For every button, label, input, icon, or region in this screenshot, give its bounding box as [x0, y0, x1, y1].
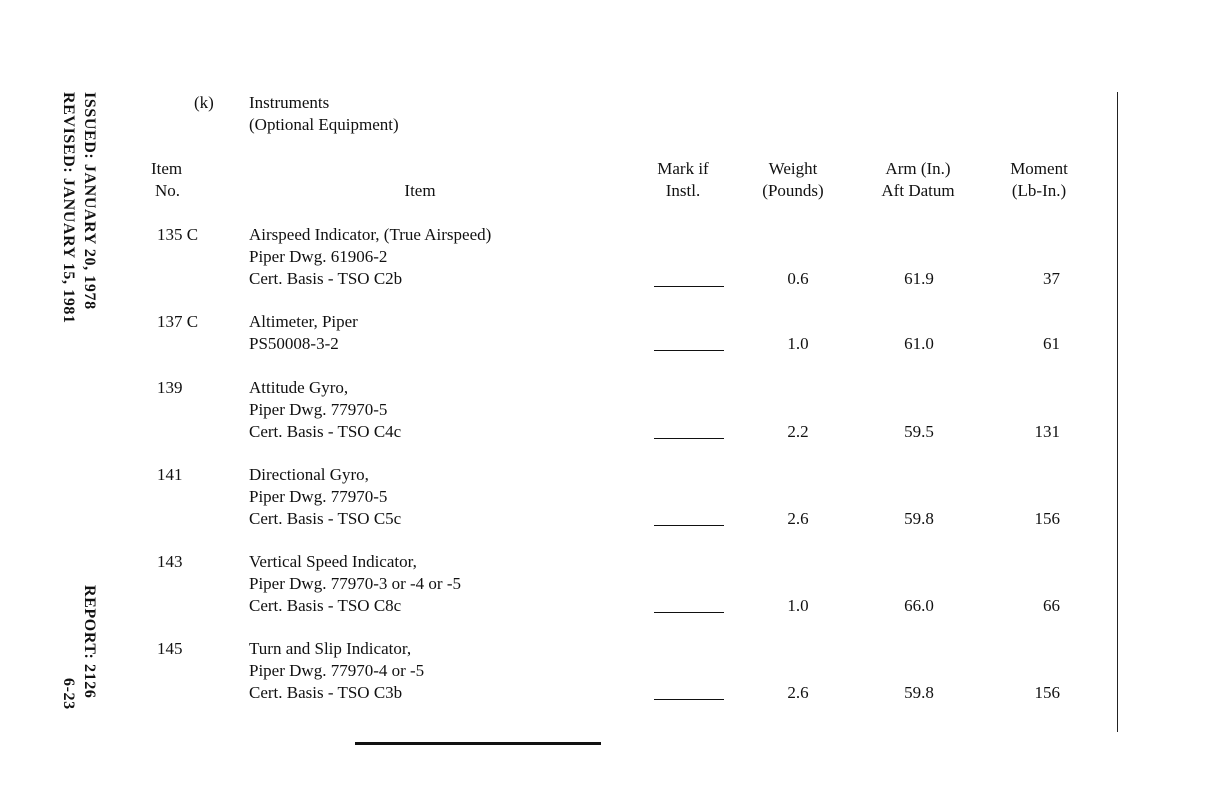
item-description-line: PS50008-3-2 [249, 334, 339, 353]
header-weight-line1: Weight [768, 159, 818, 178]
item-number: 145 [157, 639, 183, 658]
arm-value: 61.9 [904, 269, 934, 288]
item-description-line: Cert. Basis - TSO C4c [249, 422, 402, 441]
header-item: Item [404, 181, 436, 200]
arm-value: 61.0 [904, 334, 934, 353]
moment-value: 156 [1034, 683, 1060, 702]
header-arm-line1: Arm (In.) [885, 159, 951, 178]
arm-value: 59.8 [904, 509, 934, 528]
item-description-line: Turn and Slip Indicator, [249, 639, 412, 658]
arm-value: 59.5 [904, 422, 934, 441]
issued-date: ISSUED: JANUARY 20, 1978 [81, 92, 98, 310]
item-number: 135 C [157, 225, 199, 244]
item-description-line: Cert. Basis - TSO C8c [249, 596, 402, 615]
moment-value: 131 [1034, 422, 1060, 441]
weight-value: 2.6 [787, 509, 809, 528]
arm-value: 66.0 [904, 596, 934, 615]
header-item-no-line1: Item [151, 159, 183, 178]
item-description-line: Vertical Speed Indicator, [249, 552, 417, 571]
moment-value: 37 [1043, 269, 1060, 288]
mark-if-installed-blank[interactable] [654, 350, 724, 351]
header-mark-line1: Mark if [657, 159, 709, 178]
item-description-line: Piper Dwg. 61906-2 [249, 247, 388, 266]
mark-if-installed-blank[interactable] [654, 286, 724, 287]
item-number: 137 C [157, 312, 199, 331]
item-description-line: Piper Dwg. 77970-3 or -4 or -5 [249, 574, 461, 593]
mark-if-installed-blank[interactable] [654, 699, 724, 700]
mark-if-installed-blank[interactable] [654, 612, 724, 613]
arm-value: 59.8 [904, 683, 934, 702]
item-description-line: Airspeed Indicator, (True Airspeed) [249, 225, 492, 244]
item-description-line: Attitude Gyro, [249, 378, 349, 397]
header-item-no-line2: No. [155, 181, 181, 200]
header-moment-line2: (Lb-In.) [1011, 181, 1067, 200]
page-number: 6-23 [60, 678, 77, 710]
item-number: 139 [157, 378, 183, 397]
item-description-line: Piper Dwg. 77970-5 [249, 400, 388, 419]
moment-value: 61 [1043, 334, 1060, 353]
bottom-rule [355, 742, 601, 745]
header-moment-line1: Moment [1010, 159, 1068, 178]
weight-value: 1.0 [787, 334, 809, 353]
report-number: REPORT: 2126 [81, 585, 98, 699]
section-title: Instruments [249, 93, 330, 112]
weight-value: 2.2 [787, 422, 809, 441]
right-border-rule [1117, 92, 1118, 732]
item-description-line: Cert. Basis - TSO C5c [249, 509, 402, 528]
item-description-line: Piper Dwg. 77970-4 or -5 [249, 661, 425, 680]
weight-value: 1.0 [787, 596, 809, 615]
revised-date: REVISED: JANUARY 15, 1981 [60, 92, 77, 324]
item-number: 141 [157, 465, 183, 484]
item-description-line: Cert. Basis - TSO C2b [249, 269, 403, 288]
weight-value: 0.6 [787, 269, 809, 288]
section-subtitle: (Optional Equipment) [249, 115, 399, 134]
mark-if-installed-blank[interactable] [654, 525, 724, 526]
weight-value: 2.6 [787, 683, 809, 702]
item-description-line: Piper Dwg. 77970-5 [249, 487, 388, 506]
moment-value: 66 [1043, 596, 1060, 615]
item-description-line: Directional Gyro, [249, 465, 369, 484]
item-description-line: Altimeter, Piper [249, 312, 358, 331]
header-arm-line2: Aft Datum [881, 181, 955, 200]
moment-value: 156 [1034, 509, 1060, 528]
header-mark-line2: Instl. [665, 181, 701, 200]
item-number: 143 [157, 552, 183, 571]
header-weight-line2: (Pounds) [762, 181, 824, 200]
item-description-line: Cert. Basis - TSO C3b [249, 683, 403, 702]
section-letter: (k) [194, 93, 214, 112]
mark-if-installed-blank[interactable] [654, 438, 724, 439]
